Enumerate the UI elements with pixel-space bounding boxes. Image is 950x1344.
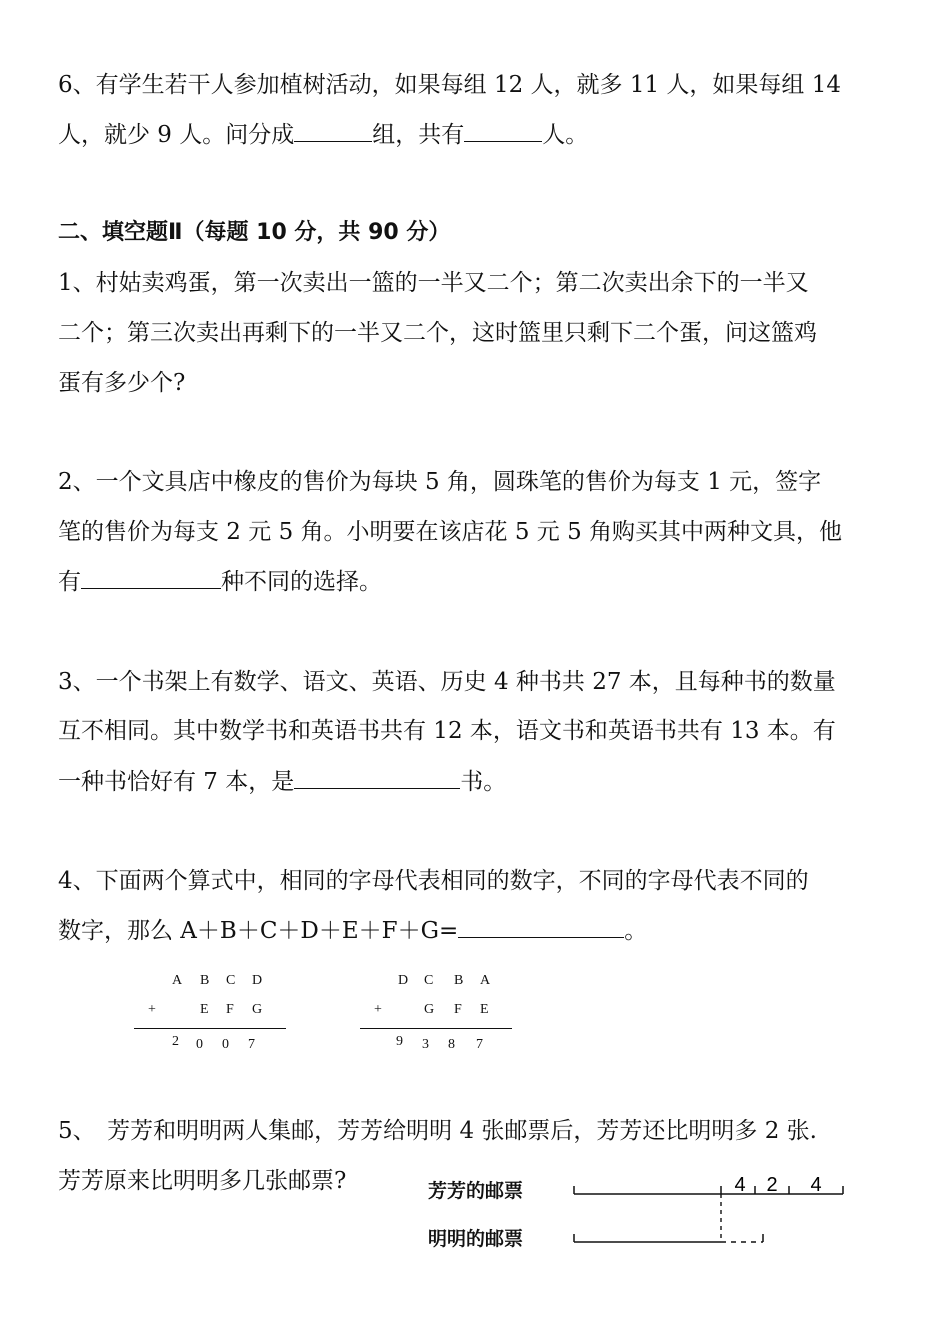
eq2-plus-sign: + <box>374 1002 382 1017</box>
q6-line-1: 6、有学生若干人参加植树活动，如果每组 12 人，就多 11 人，如果每组 14 <box>58 72 841 98</box>
eq1-bottom-digit: E <box>200 1002 209 1017</box>
eq2-bottom-digit: F <box>454 1002 462 1017</box>
p4-text-a: 数字，那么 A＋B＋C＋D＋E＋F＋G= <box>58 918 459 944</box>
p1-line-1: 1、村姑卖鸡蛋，第一次卖出一篮的一半又二个；第二次卖出余下的一半又 <box>58 270 809 296</box>
p5-line-1: 5、 芳芳和明明两人集邮，芳芳给明明 4 张邮票后，芳芳还比明明多 2 张. <box>58 1118 817 1144</box>
eq2-top-digit: C <box>424 973 434 988</box>
segment-label-4b: 4 <box>810 1174 822 1196</box>
eq1-result-digit: 2 <box>172 1034 179 1049</box>
eq2-bottom-digit: E <box>480 1002 489 1017</box>
segment-label-2: 2 <box>766 1174 778 1196</box>
eq1-top-digit: D <box>252 973 263 988</box>
eq2-top-digit: A <box>480 973 491 988</box>
p1-line-2: 二个；第三次卖出再剩下的一半又二个，这时篮里只剩下二个蛋，问这篮鸡 <box>58 320 817 346</box>
p3-text-b: 书。 <box>460 769 507 795</box>
p3-line-1: 3、一个书架上有数学、语文、英语、历史 4 种书共 27 本，且每种书的数量 <box>58 669 836 695</box>
eq2-bottom-digit: G <box>424 1002 435 1017</box>
eq1-top-digit: A <box>172 973 183 988</box>
eq2-top-digit: D <box>398 973 409 988</box>
p2-text-b: 种不同的选择。 <box>221 569 382 595</box>
eq1-result-digit: 0 <box>222 1037 229 1052</box>
stamp-segment-diagram <box>560 1170 860 1250</box>
p3-line-3 <box>58 766 506 797</box>
eq2-result-digit: 9 <box>396 1034 403 1049</box>
p5-line-2: 芳芳原来比明明多几张邮票? <box>58 1168 347 1194</box>
segment-label-4: 4 <box>734 1174 746 1196</box>
q6-text-a: 人，就少 9 人。问分成 <box>58 122 295 148</box>
section-title: 二、填空题Ⅱ（每题 10 分，共 90 分） <box>58 220 451 245</box>
eq1-plus-sign: + <box>148 1002 156 1017</box>
p3-blank-book[interactable] <box>294 766 460 789</box>
p4-blank-sum[interactable] <box>458 915 624 938</box>
p2-blank-choices[interactable] <box>81 566 221 589</box>
q6-text-c: 人。 <box>542 122 589 148</box>
p4-text-b: 。 <box>624 918 648 944</box>
eq2-sum-rule <box>360 1028 512 1029</box>
eq1-top-digit: B <box>200 973 210 988</box>
eq1-sum-rule <box>134 1028 286 1029</box>
p4-line-1: 4、下面两个算式中，相同的字母代表相同的数字，不同的字母代表不同的 <box>58 868 809 894</box>
eq2-top-digit: B <box>454 973 464 988</box>
diagram-label-fangfang: 芳芳的邮票 <box>428 1180 524 1202</box>
eq2-result-digit: 3 <box>422 1037 429 1052</box>
p2-line-3 <box>58 566 382 597</box>
q6-line-2 <box>58 119 588 150</box>
equation-1 <box>130 970 290 1060</box>
q6-blank-people[interactable] <box>464 119 542 142</box>
equation-2 <box>360 970 520 1060</box>
p3-text-a: 一种书恰好有 7 本，是 <box>58 769 295 795</box>
p2-text-a: 有 <box>58 569 81 595</box>
eq1-top-digit: C <box>226 973 236 988</box>
p4-line-2 <box>58 915 647 946</box>
p2-line-2: 笔的售价为每支 2 元 5 角。小明要在该店花 5 元 5 角购买其中两种文具，他 <box>58 519 843 545</box>
eq2-result-digit: 7 <box>476 1037 483 1052</box>
eq1-bottom-digit: G <box>252 1002 263 1017</box>
q6-blank-groups[interactable] <box>294 119 372 142</box>
eq1-bottom-digit: F <box>226 1002 234 1017</box>
p3-line-2: 互不相同。其中数学书和英语书共有 12 本，语文书和英语书共有 13 本。有 <box>58 718 836 744</box>
diagram-label-mingming: 明明的邮票 <box>428 1228 524 1250</box>
p2-line-1: 2、一个文具店中橡皮的售价为每块 5 角，圆珠笔的售价为每支 1 元，签字 <box>58 469 822 495</box>
q6-text-b: 组，共有 <box>372 122 465 148</box>
eq2-result-digit: 8 <box>448 1037 455 1052</box>
eq1-result-digit: 7 <box>248 1037 255 1052</box>
eq1-result-digit: 0 <box>196 1037 203 1052</box>
p1-line-3: 蛋有多少个? <box>58 370 186 396</box>
